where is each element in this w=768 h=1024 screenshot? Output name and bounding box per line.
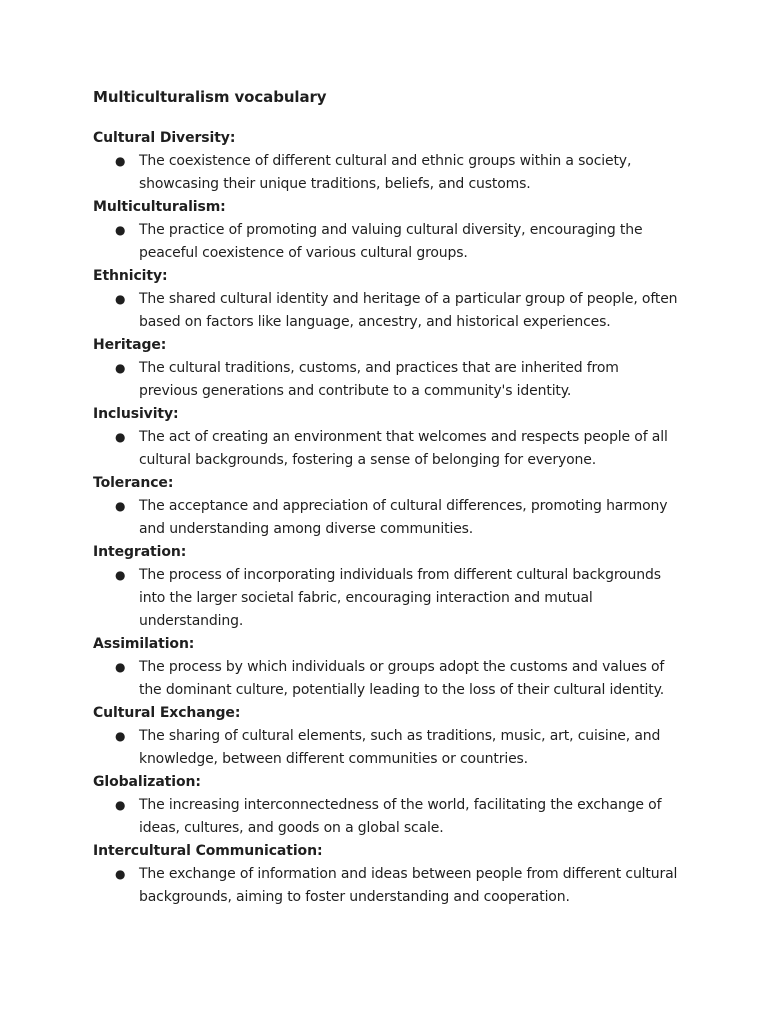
bullet-icon: ● bbox=[115, 499, 126, 513]
document-title: Multiculturalism vocabulary bbox=[93, 88, 327, 106]
definition-item bbox=[93, 426, 693, 472]
definition-list bbox=[93, 863, 693, 909]
term-label: Assimilation: bbox=[93, 636, 195, 652]
entry-assimilation bbox=[93, 633, 693, 702]
term-label: Globalization: bbox=[93, 774, 201, 790]
bullet-icon: ● bbox=[115, 223, 126, 237]
bullet-icon: ● bbox=[115, 798, 126, 812]
definition-item bbox=[93, 495, 693, 541]
definition-item bbox=[93, 288, 693, 334]
bullet-icon: ● bbox=[115, 660, 126, 674]
definition-item bbox=[93, 150, 693, 196]
definition-item bbox=[93, 794, 693, 840]
definition-list bbox=[93, 495, 693, 541]
definition-item bbox=[93, 219, 693, 265]
definition-text: The coexistence of different cultural and ethnic groups within a society, showcasing their unique traditions, beliefs, and customs. bbox=[139, 153, 632, 192]
definition-text: The increasing interconnectedness of the world, facilitating the exchange of ideas, cultures, and goods on a global scale. bbox=[139, 797, 662, 836]
definition-text: The exchange of information and ideas between people from different cultural backgrounds, aiming to foster understanding and cooperation. bbox=[139, 866, 678, 905]
definition-list bbox=[93, 150, 693, 196]
definition-text: The process by which individuals or groups adopt the customs and values of the dominant culture, potentially leading to the loss of their cultural identity. bbox=[139, 659, 665, 698]
definition-text: The act of creating an environment that welcomes and respects people of all cultural backgrounds, fostering a sense of belonging for everyone. bbox=[139, 429, 668, 468]
bullet-icon: ● bbox=[115, 867, 126, 881]
definition-list bbox=[93, 357, 693, 403]
definition-list bbox=[93, 426, 693, 472]
definition-list bbox=[93, 564, 693, 633]
entry-cultural-exchange bbox=[93, 702, 693, 771]
definition-text: The sharing of cultural elements, such as traditions, music, art, cuisine, and knowledge, between different communities or countries. bbox=[139, 728, 661, 767]
entry-integration bbox=[93, 541, 693, 633]
term-label: Cultural Diversity: bbox=[93, 130, 236, 146]
term-label: Inclusivity: bbox=[93, 406, 179, 422]
definition-list bbox=[93, 288, 693, 334]
entry-tolerance bbox=[93, 472, 693, 541]
entry-heritage bbox=[93, 334, 693, 403]
bullet-icon: ● bbox=[115, 729, 126, 743]
definition-item bbox=[93, 656, 693, 702]
bullet-icon: ● bbox=[115, 568, 126, 582]
definition-list bbox=[93, 794, 693, 840]
definition-text: The shared cultural identity and heritage of a particular group of people, often based on factors like language, ancestry, and historical experiences. bbox=[139, 291, 678, 330]
document-body bbox=[93, 86, 693, 909]
term-label: Cultural Exchange: bbox=[93, 705, 241, 721]
definition-list bbox=[93, 219, 693, 265]
definition-item bbox=[93, 863, 693, 909]
entry-multiculturalism bbox=[93, 196, 693, 265]
bullet-icon: ● bbox=[115, 361, 126, 375]
definition-text: The process of incorporating individuals from different cultural backgrounds into the larger societal fabric, encouraging interaction and mutual understanding. bbox=[139, 567, 661, 629]
definition-text: The practice of promoting and valuing cultural diversity, encouraging the peaceful coexistence of various cultural groups. bbox=[139, 222, 643, 261]
term-label: Tolerance: bbox=[93, 475, 174, 491]
definition-text: The acceptance and appreciation of cultural differences, promoting harmony and understanding among diverse communities. bbox=[139, 498, 668, 537]
definition-item bbox=[93, 357, 693, 403]
definition-item bbox=[93, 725, 693, 771]
entry-globalization bbox=[93, 771, 693, 840]
bullet-icon: ● bbox=[115, 430, 126, 444]
entry-cultural-diversity bbox=[93, 127, 693, 196]
definition-item bbox=[93, 564, 693, 633]
entry-ethnicity bbox=[93, 265, 693, 334]
term-label: Multiculturalism: bbox=[93, 199, 226, 215]
term-label: Intercultural Communication: bbox=[93, 843, 323, 859]
entry-inclusivity bbox=[93, 403, 693, 472]
definition-list bbox=[93, 656, 693, 702]
term-label: Ethnicity: bbox=[93, 268, 168, 284]
definition-list bbox=[93, 725, 693, 771]
definition-text: The cultural traditions, customs, and practices that are inherited from previous generations and contribute to a community's identity. bbox=[139, 360, 619, 399]
term-label: Heritage: bbox=[93, 337, 167, 353]
bullet-icon: ● bbox=[115, 154, 126, 168]
term-label: Integration: bbox=[93, 544, 187, 560]
entry-intercultural-communication bbox=[93, 840, 693, 909]
bullet-icon: ● bbox=[115, 292, 126, 306]
